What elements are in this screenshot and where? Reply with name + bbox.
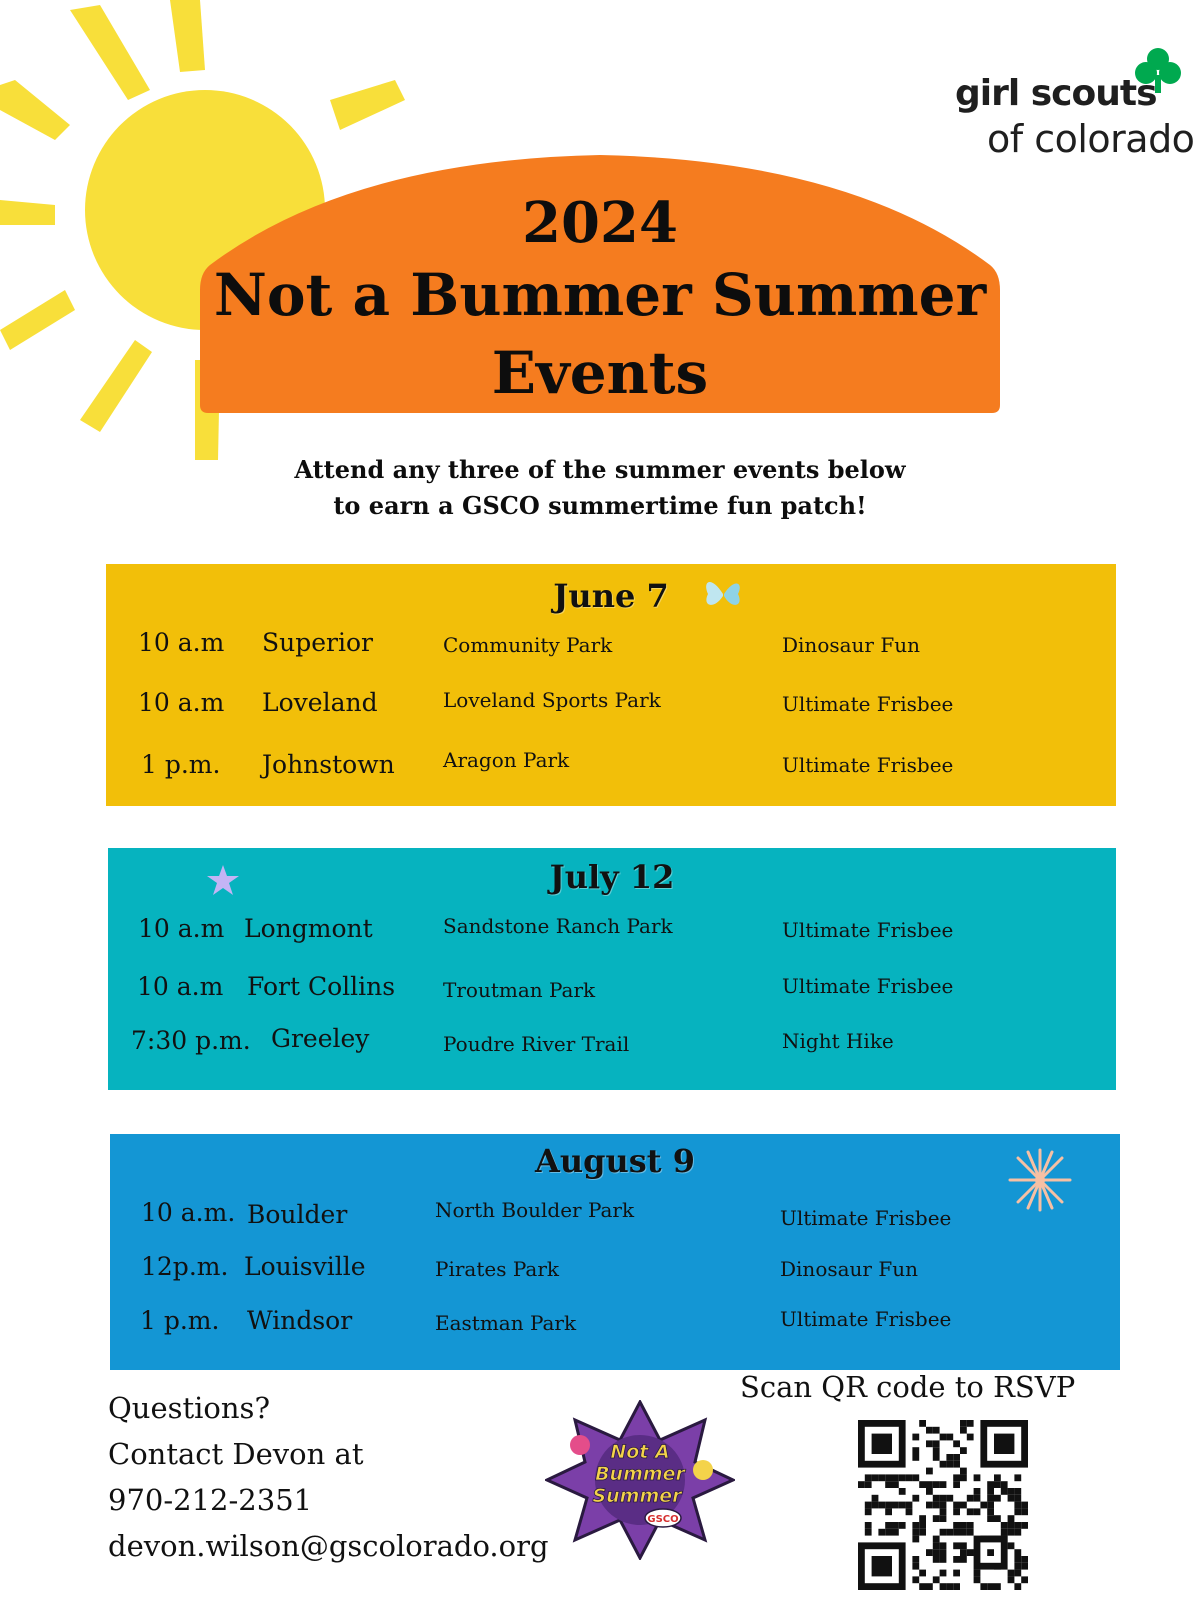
title-line-1: Not a Bummer Summer [213, 261, 987, 329]
patch-icon [545, 1400, 735, 1560]
event-time: 1 p.m. [140, 1306, 220, 1335]
table-row [108, 1026, 1116, 1066]
intro-line-2: to earn a GSCO summertime fun patch! [333, 491, 867, 520]
event-city: Boulder [247, 1200, 348, 1229]
event-activity: Ultimate Frisbee [782, 974, 954, 998]
event-city: Greeley [271, 1024, 370, 1053]
event-city: Superior [262, 628, 373, 657]
event-activity: Night Hike [782, 1029, 894, 1053]
patch-text-2: Bummer [595, 1463, 685, 1485]
event-activity: Ultimate Frisbee [782, 692, 954, 716]
qr-code-icon[interactable] [858, 1420, 1028, 1590]
event-time: 10 a.m [137, 972, 224, 1001]
event-city: Loveland [262, 688, 378, 717]
table-row [110, 1252, 1120, 1292]
event-activity: Ultimate Frisbee [782, 918, 954, 942]
event-park: Sandstone Ranch Park [443, 914, 673, 938]
patch-text-3: Summer [592, 1485, 682, 1507]
event-date: August 9 [535, 1142, 695, 1180]
event-date: June 7 [553, 577, 669, 615]
event-time: 10 a.m [138, 688, 225, 717]
event-city: Louisville [244, 1252, 366, 1281]
event-city: Longmont [244, 914, 373, 943]
logo-line-2: of colorado [987, 117, 1195, 161]
intro-text [200, 452, 1000, 524]
table-row [110, 1306, 1120, 1346]
contact-email[interactable]: devon.wilson@gscolorado.org [108, 1529, 549, 1563]
table-row [106, 628, 1116, 668]
logo-line-1: girl scouts [955, 73, 1157, 114]
event-time: 12p.m. [141, 1252, 229, 1281]
event-park: Poudre River Trail [443, 1032, 630, 1056]
event-box-august [110, 1134, 1120, 1370]
contact-line: Contact Devon at [108, 1437, 364, 1471]
table-row [110, 1198, 1120, 1238]
event-activity: Dinosaur Fun [780, 1257, 918, 1281]
event-park: North Boulder Park [435, 1198, 635, 1222]
event-city: Johnstown [262, 750, 395, 779]
event-park: Community Park [443, 633, 613, 657]
event-activity: Dinosaur Fun [782, 633, 920, 657]
girl-scouts-logo [955, 45, 1195, 165]
contact-phone[interactable]: 970-212-2351 [108, 1483, 313, 1517]
event-time: 10 a.m [138, 914, 225, 943]
rsvp-label: Scan QR code to RSVP [740, 1370, 1076, 1404]
event-activity: Ultimate Frisbee [782, 753, 954, 777]
event-park: Pirates Park [435, 1257, 559, 1281]
event-time: 1 p.m. [141, 750, 221, 779]
event-time: 7:30 p.m. [131, 1026, 251, 1055]
table-row [106, 750, 1116, 790]
event-box-july [108, 848, 1116, 1090]
title-year: 2024 [522, 190, 678, 256]
table-row [106, 688, 1116, 728]
event-activity: Ultimate Frisbee [780, 1206, 952, 1230]
butterfly-icon [702, 574, 744, 614]
event-date: July 12 [549, 858, 675, 896]
event-park: Troutman Park [443, 978, 596, 1002]
star-icon [206, 864, 240, 898]
event-park: Loveland Sports Park [443, 688, 661, 712]
event-time: 10 a.m [138, 628, 225, 657]
event-activity: Ultimate Frisbee [780, 1307, 952, 1331]
event-city: Windsor [247, 1306, 353, 1335]
event-city: Fort Collins [247, 972, 396, 1001]
event-park: Eastman Park [435, 1311, 577, 1335]
table-row [108, 972, 1116, 1012]
patch-badge: GSCO [647, 1514, 679, 1525]
patch-text-1: Not A [610, 1441, 670, 1463]
event-time: 10 a.m. [141, 1198, 236, 1227]
table-row [108, 914, 1116, 954]
contact-question: Questions? [108, 1391, 270, 1425]
title-line-2: Events [491, 339, 709, 407]
contact-info [108, 1385, 549, 1569]
intro-line-1: Attend any three of the summer events below [294, 455, 906, 484]
event-park: Aragon Park [443, 748, 570, 772]
event-box-june [106, 564, 1116, 806]
page-title [200, 190, 1000, 412]
